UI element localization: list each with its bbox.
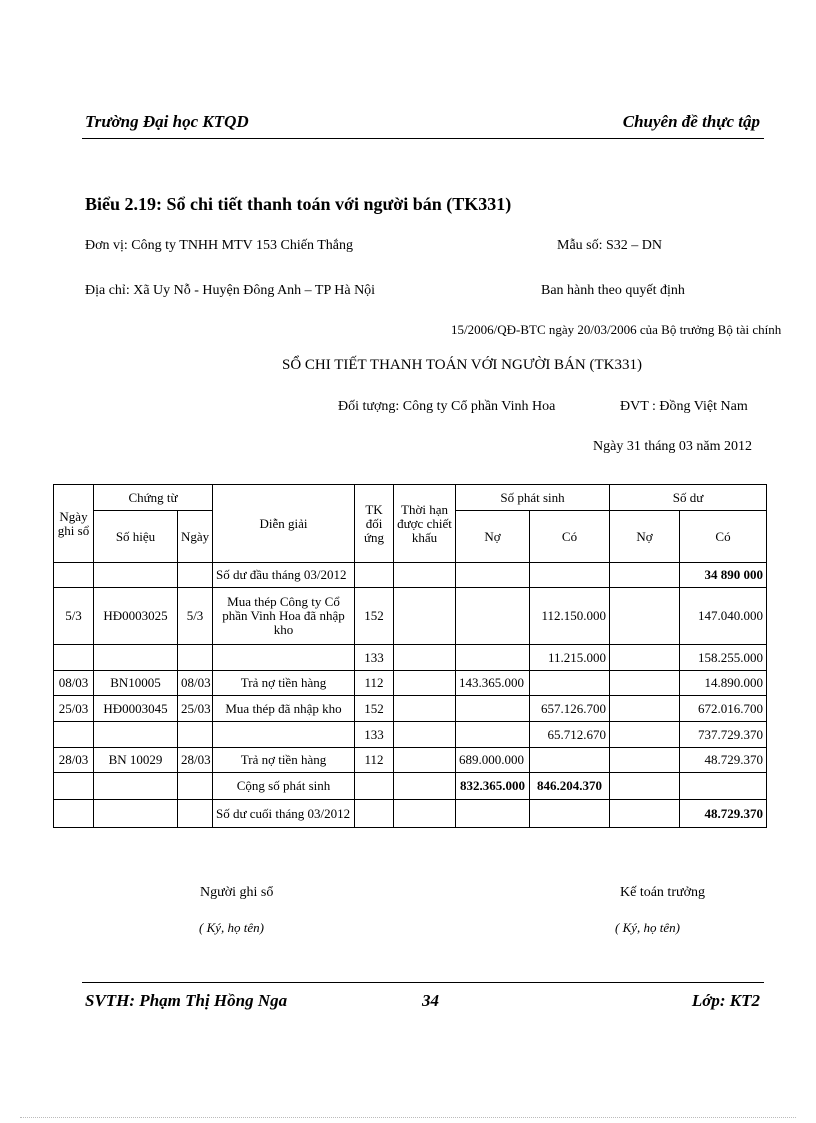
cell-ngay-ghi: 28/03 — [54, 748, 94, 773]
cell-ngay-ghi: 25/03 — [54, 696, 94, 722]
cell-du-co: 48.729.370 — [680, 748, 767, 773]
cell-so-hieu — [94, 800, 178, 828]
cell-dien-giai: Số dư đầu tháng 03/2012 — [213, 563, 355, 588]
cell-dien-giai: Số dư cuối tháng 03/2012 — [213, 800, 355, 828]
table-row — [54, 773, 767, 800]
col-header-so-hieu: Số hiệu — [94, 511, 178, 563]
issued-by: Ban hành theo quyết định — [541, 283, 685, 298]
table-row — [54, 671, 767, 696]
cell-so-hieu — [94, 773, 178, 800]
header-school: Trường Đại học KTQD — [85, 112, 249, 131]
col-header-ps-co: Có — [530, 511, 610, 563]
unit-address: Địa chỉ: Xã Uy Nỗ - Huyện Đông Anh – TP Hà Nội — [85, 283, 376, 298]
cell-du-no — [610, 563, 680, 588]
cell-dien-giai: Cộng số phát sinh — [213, 773, 355, 800]
cell-ps-no — [456, 588, 530, 645]
cell-du-no — [610, 696, 680, 722]
footer-student: SVTH: Phạm Thị Hồng Nga — [85, 991, 288, 1010]
cell-ngay-ghi — [54, 722, 94, 748]
cell-ps-co: 11.215.000 — [530, 645, 610, 671]
cell-ngay: 25/03 — [178, 696, 213, 722]
col-header-du-co: Có — [680, 511, 767, 563]
cell-ngay — [178, 563, 213, 588]
cell-thoi-han — [394, 696, 456, 722]
cell-ps-co: 112.150.000 — [530, 588, 610, 645]
cell-so-hieu: HĐ0003045 — [94, 696, 178, 722]
cell-ps-no — [456, 800, 530, 828]
cell-du-co: 34 890 000 — [680, 563, 767, 588]
cell-thoi-han — [394, 722, 456, 748]
cell-ngay-ghi — [54, 645, 94, 671]
signature-accountant-title: Kế toán trưởng — [620, 885, 705, 900]
cell-thoi-han — [394, 773, 456, 800]
cell-tk — [355, 563, 394, 588]
cell-thoi-han — [394, 800, 456, 828]
table-row — [54, 696, 767, 722]
col-header-thoi-han: Thời hạn được chiết khấu — [394, 485, 456, 563]
cell-ngay-ghi: 5/3 — [54, 588, 94, 645]
cell-du-no — [610, 800, 680, 828]
cell-ps-no — [456, 563, 530, 588]
cell-ngay: 28/03 — [178, 748, 213, 773]
table-row — [54, 800, 767, 828]
ledger-table — [53, 484, 767, 828]
decision-ref: 15/2006/QĐ-BTC ngày 20/03/2006 của Bộ trưởng Bộ tài chính — [451, 322, 782, 337]
cell-ngay-ghi — [54, 773, 94, 800]
cell-thoi-han — [394, 563, 456, 588]
table-row — [54, 722, 767, 748]
signature-recorder-note: ( Ký, họ tên) — [199, 920, 264, 935]
form-number: Mẫu số: S32 – DN — [557, 238, 663, 253]
header-rule — [82, 138, 764, 139]
table-row — [54, 748, 767, 773]
document-caption: Biểu 2.19: Sổ chi tiết thanh toán với người bán (TK331) — [85, 194, 512, 214]
cell-ps-co: 65.712.670 — [530, 722, 610, 748]
cell-so-hieu: BN 10029 — [94, 748, 178, 773]
cell-dien-giai: Trả nợ tiền hàng — [213, 748, 355, 773]
cell-ps-co: 657.126.700 — [530, 696, 610, 722]
cell-ps-co — [530, 671, 610, 696]
cell-tk: 152 — [355, 588, 394, 645]
footer-class: Lớp: KT2 — [691, 991, 760, 1010]
footer-rule — [82, 982, 764, 983]
header-topic: Chuyên đề thực tập — [622, 112, 760, 131]
cell-thoi-han — [394, 748, 456, 773]
cell-so-hieu — [94, 563, 178, 588]
cell-tk: 133 — [355, 645, 394, 671]
cell-ps-co — [530, 800, 610, 828]
cell-ps-no: 689.000.000 — [456, 748, 530, 773]
cell-du-co: 48.729.370 — [680, 800, 767, 828]
col-header-ngay-ghi-so: Ngày ghi sổ — [54, 485, 94, 563]
table-row — [54, 563, 767, 588]
ledger-subject: Đối tượng: Công ty Cổ phần Vinh Hoa — [338, 399, 556, 414]
cell-du-no — [610, 671, 680, 696]
cell-tk — [355, 800, 394, 828]
cell-so-hieu — [94, 722, 178, 748]
cell-ps-no — [456, 722, 530, 748]
cell-du-no — [610, 588, 680, 645]
cell-so-hieu: BN10005 — [94, 671, 178, 696]
cell-ngay — [178, 645, 213, 671]
currency-unit: ĐVT : Đồng Việt Nam — [620, 399, 748, 414]
cell-ngay-ghi — [54, 563, 94, 588]
cell-tk — [355, 773, 394, 800]
col-header-ngay: Ngày — [178, 511, 213, 563]
table-header-row — [54, 485, 767, 511]
cell-dien-giai: Mua thép đã nhập kho — [213, 696, 355, 722]
cell-du-co — [680, 773, 767, 800]
cell-ps-no — [456, 696, 530, 722]
cell-ps-co: 846.204.370 — [530, 773, 610, 800]
col-header-tk-doi-ung: TK đối ứng — [355, 485, 394, 563]
cell-tk: 112 — [355, 748, 394, 773]
unit-name: Đơn vị: Công ty TNHH MTV 153 Chiến Thắng — [85, 238, 353, 253]
cell-thoi-han — [394, 671, 456, 696]
signature-accountant-note: ( Ký, họ tên) — [615, 920, 680, 935]
cell-thoi-han — [394, 588, 456, 645]
cell-ngay — [178, 800, 213, 828]
cell-ps-no: 832.365.000 — [456, 773, 530, 800]
cell-so-hieu — [94, 645, 178, 671]
ledger-date: Ngày 31 tháng 03 năm 2012 — [593, 439, 753, 454]
cell-ngay-ghi — [54, 800, 94, 828]
cell-ngay-ghi: 08/03 — [54, 671, 94, 696]
cell-ps-no: 143.365.000 — [456, 671, 530, 696]
ledger-title: SỔ CHI TIẾT THANH TOÁN VỚI NGƯỜI BÁN (TK331) — [282, 357, 642, 373]
cell-ngay: 08/03 — [178, 671, 213, 696]
cell-du-no — [610, 722, 680, 748]
cell-du-co: 158.255.000 — [680, 645, 767, 671]
col-header-chung-tu: Chứng từ — [94, 485, 213, 511]
cell-du-co: 672.016.700 — [680, 696, 767, 722]
col-header-du-no: Nợ — [610, 511, 680, 563]
table-row — [54, 588, 767, 645]
cell-du-no — [610, 645, 680, 671]
page-number: 34 — [422, 991, 439, 1010]
cell-tk: 152 — [355, 696, 394, 722]
table-row — [54, 645, 767, 671]
cell-du-no — [610, 773, 680, 800]
col-header-ps-no: Nợ — [456, 511, 530, 563]
cell-du-co: 737.729.370 — [680, 722, 767, 748]
cell-du-co: 14.890.000 — [680, 671, 767, 696]
cell-ps-no — [456, 645, 530, 671]
cell-tk: 112 — [355, 671, 394, 696]
col-header-so-phat-sinh: Số phát sinh — [456, 485, 610, 511]
cell-dien-giai — [213, 722, 355, 748]
col-header-so-du: Số dư — [610, 485, 767, 511]
signature-recorder-title: Người ghi sổ — [200, 885, 274, 900]
cell-ps-co — [530, 563, 610, 588]
cell-du-no — [610, 748, 680, 773]
col-header-dien-giai: Diễn giải — [213, 485, 355, 563]
cell-ngay — [178, 722, 213, 748]
cell-dien-giai: Trả nợ tiền hàng — [213, 671, 355, 696]
cell-ngay — [178, 773, 213, 800]
cell-ps-co — [530, 748, 610, 773]
cell-thoi-han — [394, 645, 456, 671]
cell-ngay: 5/3 — [178, 588, 213, 645]
cell-du-co: 147.040.000 — [680, 588, 767, 645]
cell-tk: 133 — [355, 722, 394, 748]
cell-dien-giai: Mua thép Công ty Cổ phần Vinh Hoa đã nhập kho — [213, 588, 355, 645]
cell-so-hieu: HĐ0003025 — [94, 588, 178, 645]
page-edge-divider — [20, 1117, 796, 1118]
cell-dien-giai — [213, 645, 355, 671]
